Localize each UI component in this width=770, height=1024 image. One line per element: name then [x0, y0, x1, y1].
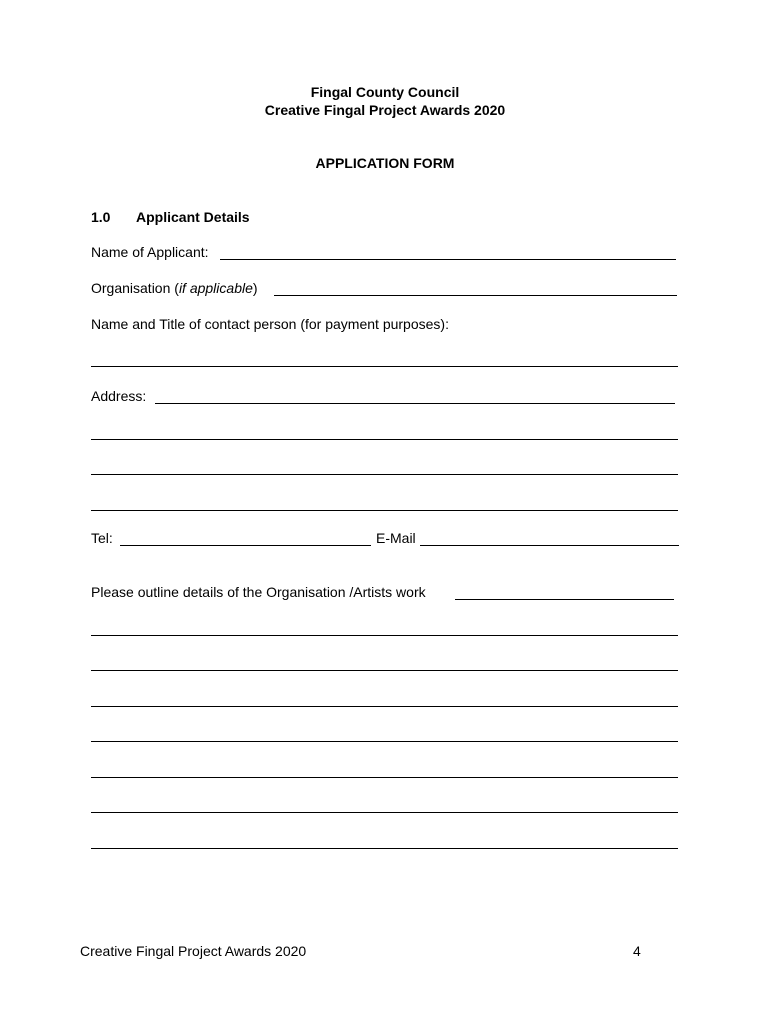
work-details-field-1[interactable]	[455, 599, 674, 600]
organisation-field[interactable]	[274, 295, 677, 296]
applicant-name-label: Name of Applicant:	[91, 244, 209, 260]
organisation-label-end: )	[252, 280, 258, 296]
organisation-label-italic: if applicable	[178, 280, 253, 296]
tel-label: Tel:	[91, 530, 113, 546]
address-label: Address:	[91, 388, 147, 404]
section-number: 1.0	[91, 209, 111, 225]
work-details-field-3[interactable]	[91, 670, 678, 671]
contact-person-field[interactable]	[91, 366, 678, 367]
council-name: Fingal County Council	[310, 84, 460, 100]
work-details-field-2[interactable]	[91, 635, 678, 636]
email-field[interactable]	[420, 545, 679, 546]
address-field-3[interactable]	[91, 474, 678, 475]
footer-text: Creative Fingal Project Awards 2020	[80, 943, 307, 959]
address-field-1[interactable]	[155, 403, 675, 404]
organisation-label	[91, 280, 258, 296]
work-details-field-4[interactable]	[91, 706, 678, 707]
address-field-4[interactable]	[91, 510, 678, 511]
tel-field[interactable]	[120, 545, 371, 546]
section-title: Applicant Details	[136, 209, 250, 225]
applicant-name-field[interactable]	[220, 259, 676, 260]
work-details-field-7[interactable]	[91, 812, 678, 813]
page-number: 4	[633, 943, 641, 959]
email-label: E-Mail	[376, 530, 416, 546]
work-details-field-5[interactable]	[91, 741, 678, 742]
work-details-field-6[interactable]	[91, 777, 678, 778]
form-title: APPLICATION FORM	[315, 155, 455, 171]
address-field-2[interactable]	[91, 439, 678, 440]
work-details-field-8[interactable]	[91, 848, 678, 849]
work-details-label: Please outline details of the Organisation /Artists work	[91, 584, 426, 600]
program-title: Creative Fingal Project Awards 2020	[264, 102, 506, 118]
organisation-label-start: Organisation (	[91, 280, 179, 296]
contact-person-label: Name and Title of contact person (for payment purposes):	[91, 316, 449, 332]
